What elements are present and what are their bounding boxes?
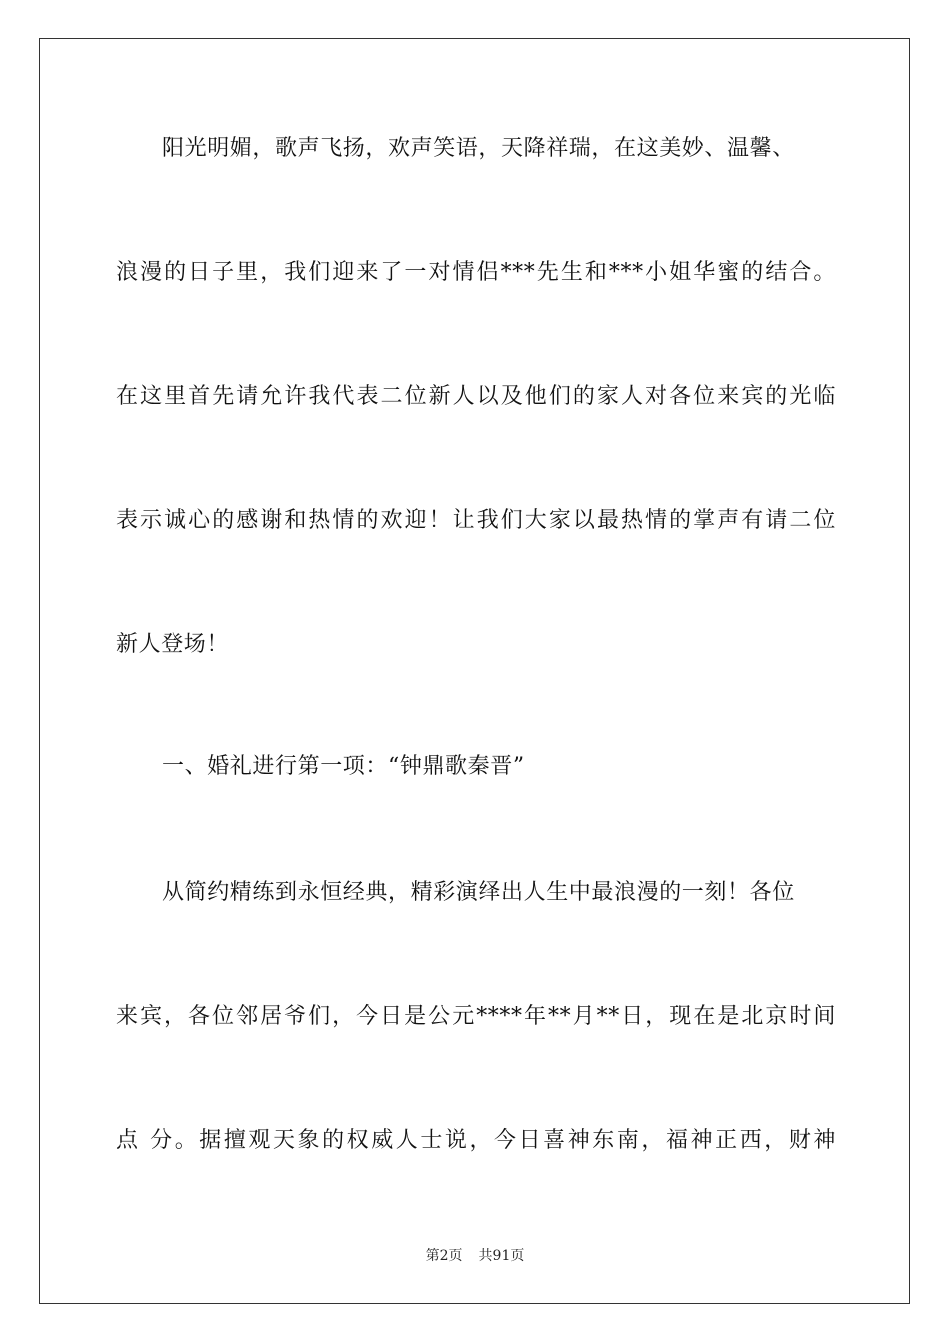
page-border (39, 38, 910, 1304)
paragraph-line-8: 点 分。据擅观天象的权威人士说，今日喜神东南，福神正西，财神 (116, 1128, 836, 1153)
paragraph-line-5: 新人登场！ (116, 632, 230, 657)
paragraph-line-1: 阳光明媚，歌声飞扬，欢声笑语，天降祥瑞，在这美妙、温馨、 (162, 136, 795, 161)
page-number-current: 第2页 (425, 1248, 463, 1264)
paragraph-line-3: 在这里首先请允许我代表二位新人以及他们的家人对各位来宾的光临 (116, 384, 836, 409)
paragraph-line-6: 从简约精练到永恒经典，精彩演绎出人生中最浪漫的一刻！各位 (162, 880, 795, 905)
paragraph-line-7: 来宾，各位邻居爷们，今日是公元****年**月**日，现在是北京时间 (116, 1004, 836, 1029)
section-heading: 一、婚礼进行第一项：“钟鼎歌秦晋” (162, 754, 525, 779)
page-number-total: 共91页 (478, 1248, 525, 1264)
paragraph-line-2: 浪漫的日子里，我们迎来了一对情侣***先生和***小姐华蜜的结合。 (116, 260, 836, 285)
paragraph-line-4: 表示诚心的感谢和热情的欢迎！让我们大家以最热情的掌声有请二位 (116, 508, 836, 533)
page-footer (0, 1247, 950, 1265)
